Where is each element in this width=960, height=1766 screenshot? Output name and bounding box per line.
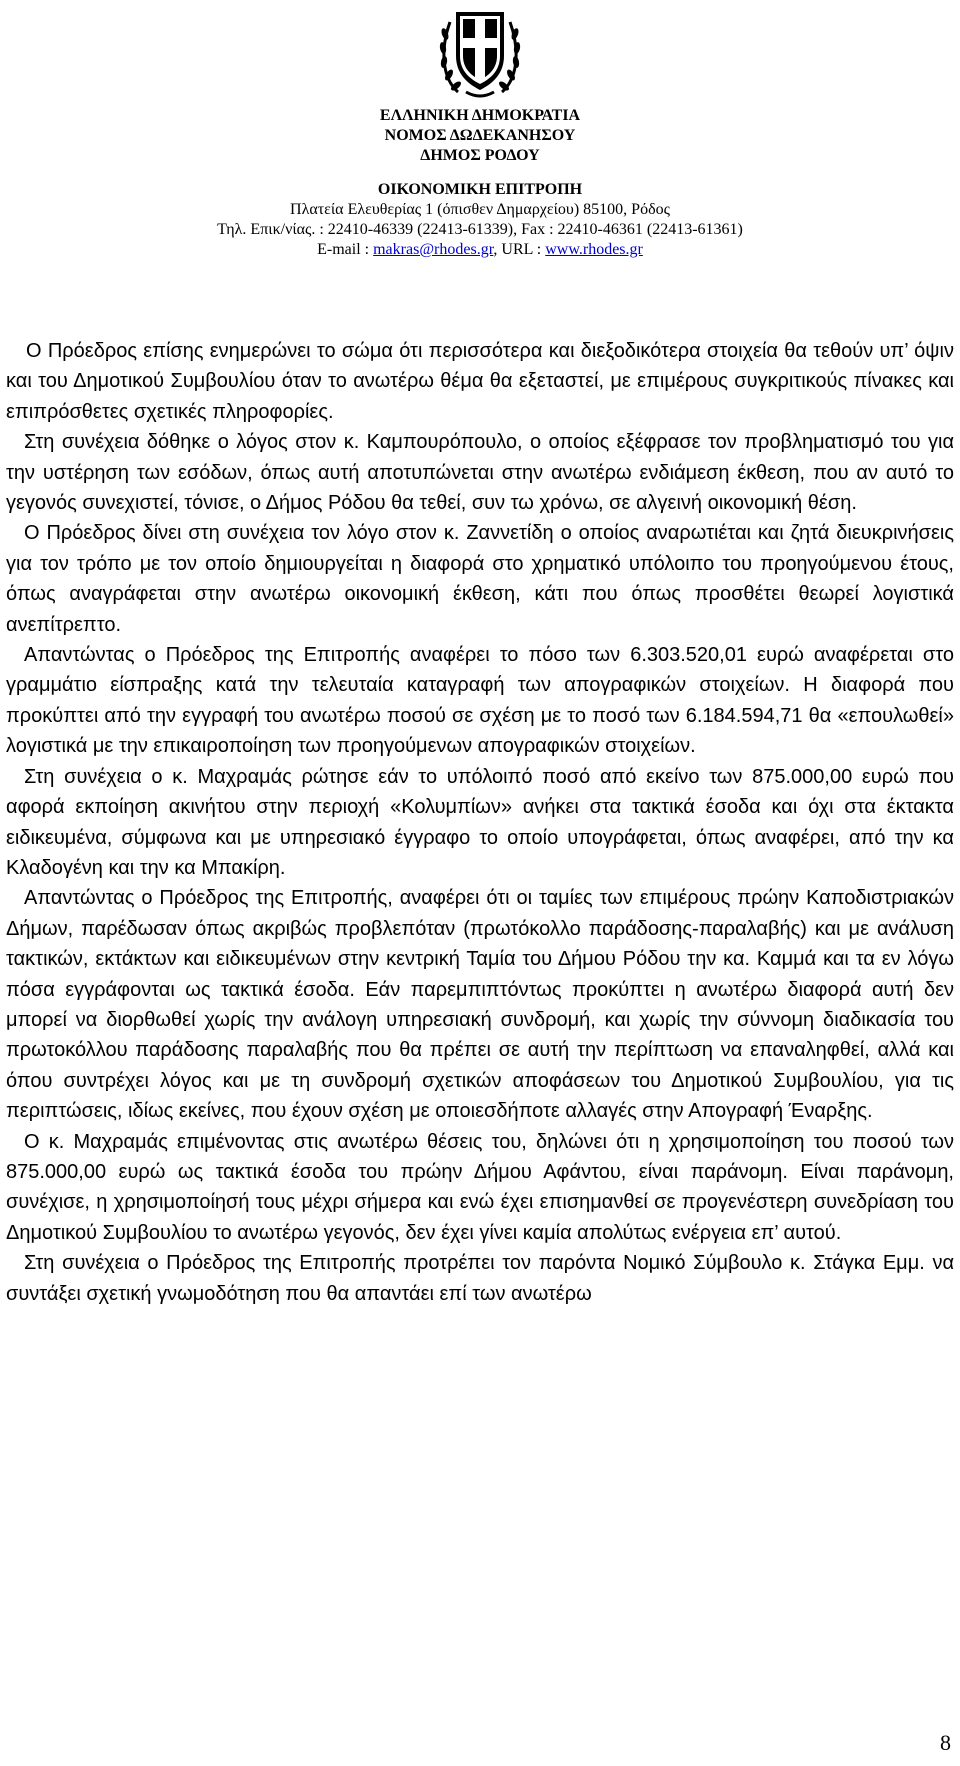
paragraph: Απαντώντας ο Πρόεδρος της Επιτροπής, αναφέρει ότι οι ταμίες των επιμέρους πρώην Καποδιστριακών Δήμων, παρέδωσαν όπως ακριβώς προβλεπόταν (πρωτόκολλο παράδοσης-παραλαβής) και με ανάλυση τακτικών, εκτάκτων και ειδικευμένων στην κεντρική Ταμία του Δήμου Ρόδου την κα. Καμμά και τα εν λόγω πόσα εγγράφονται ως τακτικά έσοδα. Εάν παρεμπιπτόντως προκύπτει η ανωτέρω διαφορά αυτή δεν μπορεί να διορθωθεί χωρίς την ανάλογη υπηρεσιακή συνδρομή, και χωρίς την σύννομη διαδικασία του πρωτοκόλλου παράδοσης παραλαβής που θα πρέπει σε αυτή την περίπτωση να επαναληφθεί, αλλά και όπου συντρέχει λόγος και με τη συνδρομή σχετικών αποφάσεων του Δημοτικού Συμβουλίου, για τις περιπτώσεις, ιδίως εκείνες, που έχουν σχέση με οποιεσδήποτε αλλαγές στην Απογραφή Έναρξης.: [6, 887, 954, 1123]
committee-name: ΟΙΚΟΝΟΜΙΚΗ ΕΠΙΤΡΟΠΗ: [377, 181, 583, 198]
paragraph: Ο Πρόεδρος επίσης ενημερώνει το σώμα ότι περισσότερα και διεξοδικότερα στοιχεία θα τεθούν υπ’ όψιν και του Δημοτικού Συμβουλίου όταν το ανωτέρω θέμα θα εξεταστεί, με επιμέρους συγκριτικούς πίνακες και επιπρόσθετες σχετικές πληροφορίες.: [6, 340, 954, 423]
contact-line: [0, 240, 960, 260]
municipality-name: ΔΗΜΟΣ ΡΟΔΟΥ: [420, 147, 540, 164]
minutes-body: [6, 336, 954, 1309]
email-label: E-mail :: [317, 241, 374, 258]
paragraph: Ο Πρόεδρος δίνει στη συνέχεια τον λόγο στον κ. Ζαννετίδη ο οποίος αναρωτιέται και ζητά διευκρινήσεις για τον τρόπο με τον οποίο δημιουργείται η διαφορά στο χρηματικό υπόλοιπο του προηγούμενου έτους, όπως αναγράφεται στην ανωτέρω οικονομική έκθεση, κάτι που όπως προσθέτει θεωρεί λογιστικά ανεπίτρεπτο.: [6, 522, 954, 636]
paragraph: Απαντώντας ο Πρόεδρος της Επιτροπής αναφέρει το πόσο των 6.303.520,01 ευρώ αναφέρεται στο γραμμάτιο είσπραξης κατά την τελευταία καταγραφή των απογραφικών στοιχείων. Η διαφορά που προκύπτει από την εγγραφή του ανωτέρω ποσού σε σχέση με το ποσό των 6.184.594,71 θα «επουλωθεί» λογιστικά με την επικαιροποίηση των προηγούμενων απογραφικών στοιχείων.: [6, 644, 954, 758]
letterhead: [0, 106, 960, 260]
greek-coat-of-arms-icon: [436, 4, 524, 104]
prefecture-name: ΝΟΜΟΣ ΔΩΔΕΚΑΝΗΣΟΥ: [384, 127, 576, 144]
phone-fax: Τηλ. Επικ/νίας. : 22410-46339 (22413-61339), Fax : 22410-46361 (22413-61361): [217, 221, 743, 238]
paragraph: Ο κ. Μαχραμάς επιμένοντας στις ανωτέρω θέσεις του, δηλώνει ότι η χρησιμοποίηση του ποσού των 875.000,00 ευρώ ως τακτικά έσοδα του πρώην Δήμου Αφάντου, είναι παράνομη. Είναι παράνομη, συνέχισε, η χρησιμοποίησή τους μέχρι σήμερα και ενώ έχει επισημανθεί σε προγενέστερη συνεδρίαση του Δημοτικού Συμβουλίου το ανωτέρω γεγονός, δεν έχει γίνει καμία απολύτως ενέργεια επ’ αυτού.: [6, 1130, 954, 1244]
page-number: 8: [940, 1730, 951, 1755]
paragraph: Στη συνέχεια ο κ. Μαχραμάς ρώτησε εάν το υπόλοιπό ποσό από εκείνο των 875.000,00 ευρώ που αφορά εκποίηση ακινήτου στην περιοχή «Κολυμπίων» ανήκει στα τακτικά έσοδα και όχι στα έκτακτα ειδικευμένα, σύμφωνα και με υπηρεσιακό έγγραφο το οποίο υπογράφεται, όπως αναφέρει, από την κα Κλαδογένη και την κα Μπακίρη.: [6, 765, 954, 879]
url-label: , URL :: [493, 241, 546, 258]
republic-name: ΕΛΛΗΝΙΚΗ ΔΗΜΟΚΡΑΤΙΑ: [379, 107, 581, 124]
address: Πλατεία Ελευθερίας 1 (όπισθεν Δημαρχείου) 85100, Ρόδος: [290, 201, 670, 218]
paragraph: Στη συνέχεια δόθηκε ο λόγος στον κ. Καμπουρόπουλο, ο οποίος εξέφρασε τον προβληματισμό του για την υστέρηση των εσόδων, όπως αυτή αποτυπώνεται στην ανωτέρω ενδιάμεση έκθεση, που αν αυτό το γεγονός συνεχιστεί, τόνισε, ο Δήμος Ρόδου θα τεθεί, συν τω χρόνω, σε αλγεινή οικονομική θέση.: [6, 431, 954, 515]
website-link[interactable]: www.rhodes.gr: [545, 241, 643, 258]
email-link[interactable]: makras@rhodes.gr: [373, 241, 494, 258]
paragraph: Στη συνέχεια ο Πρόεδρος της Επιτροπής προτρέπει τον παρόντα Νομικό Σύμβουλο κ. Στάγκα Εμμ. να συντάξει σχετική γνωμοδότηση που θα απαντάει επί των ανωτέρω: [6, 1252, 954, 1305]
